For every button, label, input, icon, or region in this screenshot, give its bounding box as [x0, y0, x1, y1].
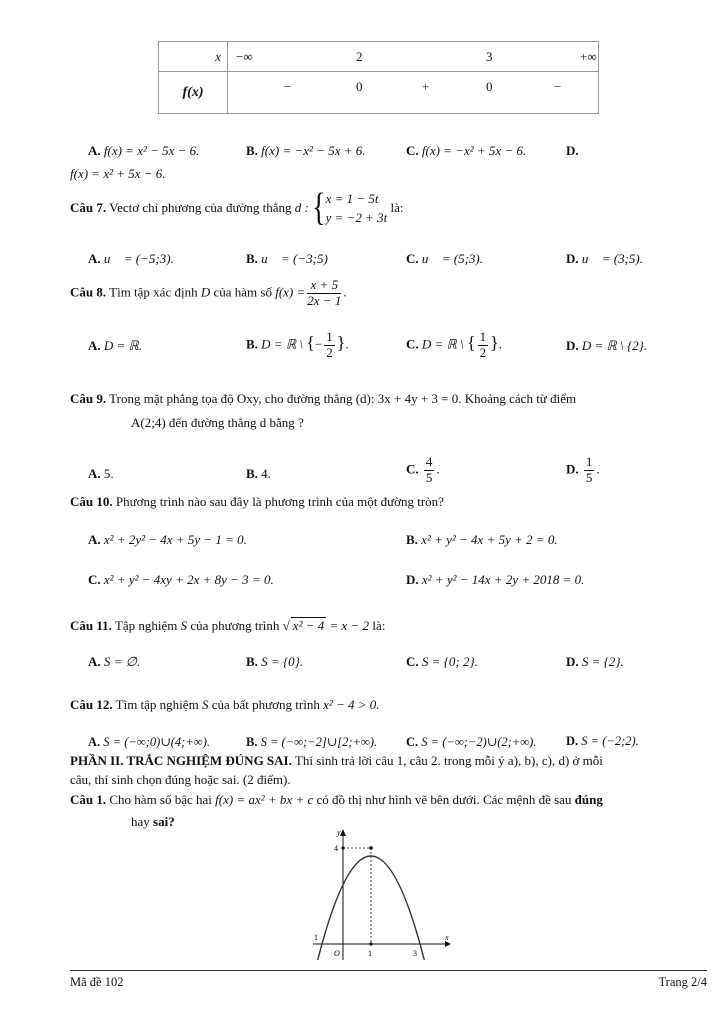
q10-option-a[interactable]: A. x² + 2y² − 4x + 5y − 1 = 0.	[88, 532, 247, 547]
q7-option-c[interactable]: C. u⃗ = (5;3).	[406, 251, 484, 266]
q10-option-b[interactable]: B. x² + y² − 4x + 5y + 2 = 0.	[406, 532, 558, 547]
q8-option-c[interactable]: C. D = ℝ \ { $\frac{1}{2}$ }.	[406, 329, 502, 360]
tick-x-minus-1: 1	[314, 933, 318, 942]
question-9-line1: Câu 9. Trong mặt phẳng tọa độ Oxy, cho đường thẳng (d): 3x + 4y + 3 = 0. Khoảng cách từ điểm	[70, 391, 577, 406]
q9-option-c[interactable]: C. $\frac{4}{5}$ .	[406, 454, 440, 485]
x-value: −∞	[236, 49, 253, 64]
y-axis-arrow	[340, 829, 346, 836]
page-number: Trang 2/4	[658, 975, 707, 989]
question-12: Câu 12. Tìm tập nghiệm S của bất phương trình x² − 4 > 0.	[70, 697, 380, 712]
q6-option-c[interactable]: C. f(x) = −x² + 5x − 6.	[406, 143, 527, 158]
y-tick-point	[341, 846, 344, 849]
part2-question-1: Câu 1. Cho hàm số bậc hai f(x) = ax² + bx + c có đồ thị như hình vẽ bên dưới. Các mệnh đề sau đúng	[70, 792, 603, 807]
q11-option-a[interactable]: A. S = ∅.	[88, 654, 141, 669]
q6-option-d[interactable]: f(x) = x² + 5x − 6.	[70, 166, 166, 181]
question-9-line2: A(2;4) đến đường thẳng d bằng ?	[131, 415, 304, 430]
origin-label: O	[334, 949, 340, 958]
question-10: Câu 10. Phương trình nào sau đây là phương trình của một đường tròn?	[70, 494, 444, 509]
q11-option-d[interactable]: D. S = {2}.	[566, 654, 624, 669]
q7-option-b[interactable]: B. u⃗ = (−3;5)	[246, 251, 328, 266]
part2-line2: câu, thí sinh chọn đúng hoặc sai. (2 điểm).	[70, 772, 291, 787]
vertex-point	[369, 846, 373, 850]
sign: −	[284, 79, 292, 94]
q7-option-d[interactable]: D. u⃗ = (3;5).	[566, 251, 644, 266]
q12-option-d[interactable]: D. S = (−2;2).	[566, 734, 639, 748]
q7-option-a[interactable]: A. u⃗ = (−5;3).	[88, 251, 174, 266]
q8-option-b[interactable]: B. D = ℝ \ {− $\frac{1}{2}$ }.	[246, 329, 349, 360]
q11-option-b[interactable]: B. S = {0}.	[246, 654, 304, 669]
tick-x-1: 1	[368, 949, 372, 958]
sign: −	[554, 79, 562, 94]
part2-question-1-line2: hay sai?	[131, 814, 175, 829]
q8-option-d[interactable]: D. D = ℝ \ {2}.	[566, 338, 648, 353]
q9-option-a[interactable]: A. 5.	[88, 466, 114, 481]
sign: +	[422, 79, 430, 94]
question-11: Câu 11. Tập nghiệm S của phương trình √ x² − 4 = x − 2 là:	[70, 618, 386, 633]
sign: 0	[356, 79, 363, 94]
q8-option-a[interactable]: A. D = ℝ.	[88, 338, 143, 353]
q12-option-b[interactable]: B. S = (−∞;−2]∪[2;+∞).	[246, 735, 378, 749]
sign-table-x-label: x	[159, 42, 228, 72]
q9-option-d[interactable]: D. $\frac{1}{5}$ .	[566, 454, 600, 485]
sign-table	[158, 41, 599, 114]
y-axis-label: y	[337, 828, 341, 837]
q6-option-b[interactable]: B. f(x) = −x² − 5x + 6.	[246, 143, 366, 158]
q12-option-a[interactable]: A. S = (−∞;0)∪(4;+∞).	[88, 735, 210, 749]
q10-option-d[interactable]: D. x² + y² − 14x + 2y + 2018 = 0.	[406, 572, 585, 587]
q10-option-c[interactable]: C. x² + y² − 4xy + 2x + 8y − 3 = 0.	[88, 572, 274, 587]
x-axis-label: x	[445, 933, 449, 942]
tick-y-4: 4	[334, 844, 338, 853]
x-value: 3	[486, 49, 493, 64]
sign-table-f-label: f(x)	[159, 72, 228, 114]
x-value: +∞	[580, 49, 597, 64]
question-8: Câu 8. Tìm tập xác định D của hàm số f(x) = $\frac{x + 5}{2x - 1}$ .	[70, 277, 347, 308]
exam-code: Mã đề 102	[70, 975, 124, 989]
x-tick-point	[369, 942, 372, 945]
parabola-graph	[305, 826, 455, 964]
q9-option-b[interactable]: B. 4.	[246, 466, 271, 481]
tick-x-3: 3	[413, 949, 417, 958]
sign-table-x-row	[228, 42, 599, 72]
page-footer	[70, 970, 707, 990]
q6-option-d-label[interactable]: D.	[566, 143, 579, 158]
q12-option-c[interactable]: C. S = (−∞;−2)∪(2;+∞).	[406, 735, 537, 749]
x-value: 2	[356, 49, 363, 64]
sign-table-f-row	[228, 72, 599, 114]
question-7: Câu 7. Vectơ chỉ phương của đường thẳng d : { x = 1 − 5t y = −2 + 3t là:	[70, 186, 404, 230]
q11-option-c[interactable]: C. S = {0; 2}.	[406, 654, 478, 669]
sign: 0	[486, 79, 493, 94]
part2-line1: PHẦN II. TRẮC NGHIỆM ĐÚNG SAI. Thí sinh trả lời câu 1, câu 2. trong mỗi ý a), b), c), d) ở mỗi	[70, 753, 603, 768]
q6-option-a[interactable]: A. f(x) = x² − 5x − 6.	[88, 143, 200, 158]
